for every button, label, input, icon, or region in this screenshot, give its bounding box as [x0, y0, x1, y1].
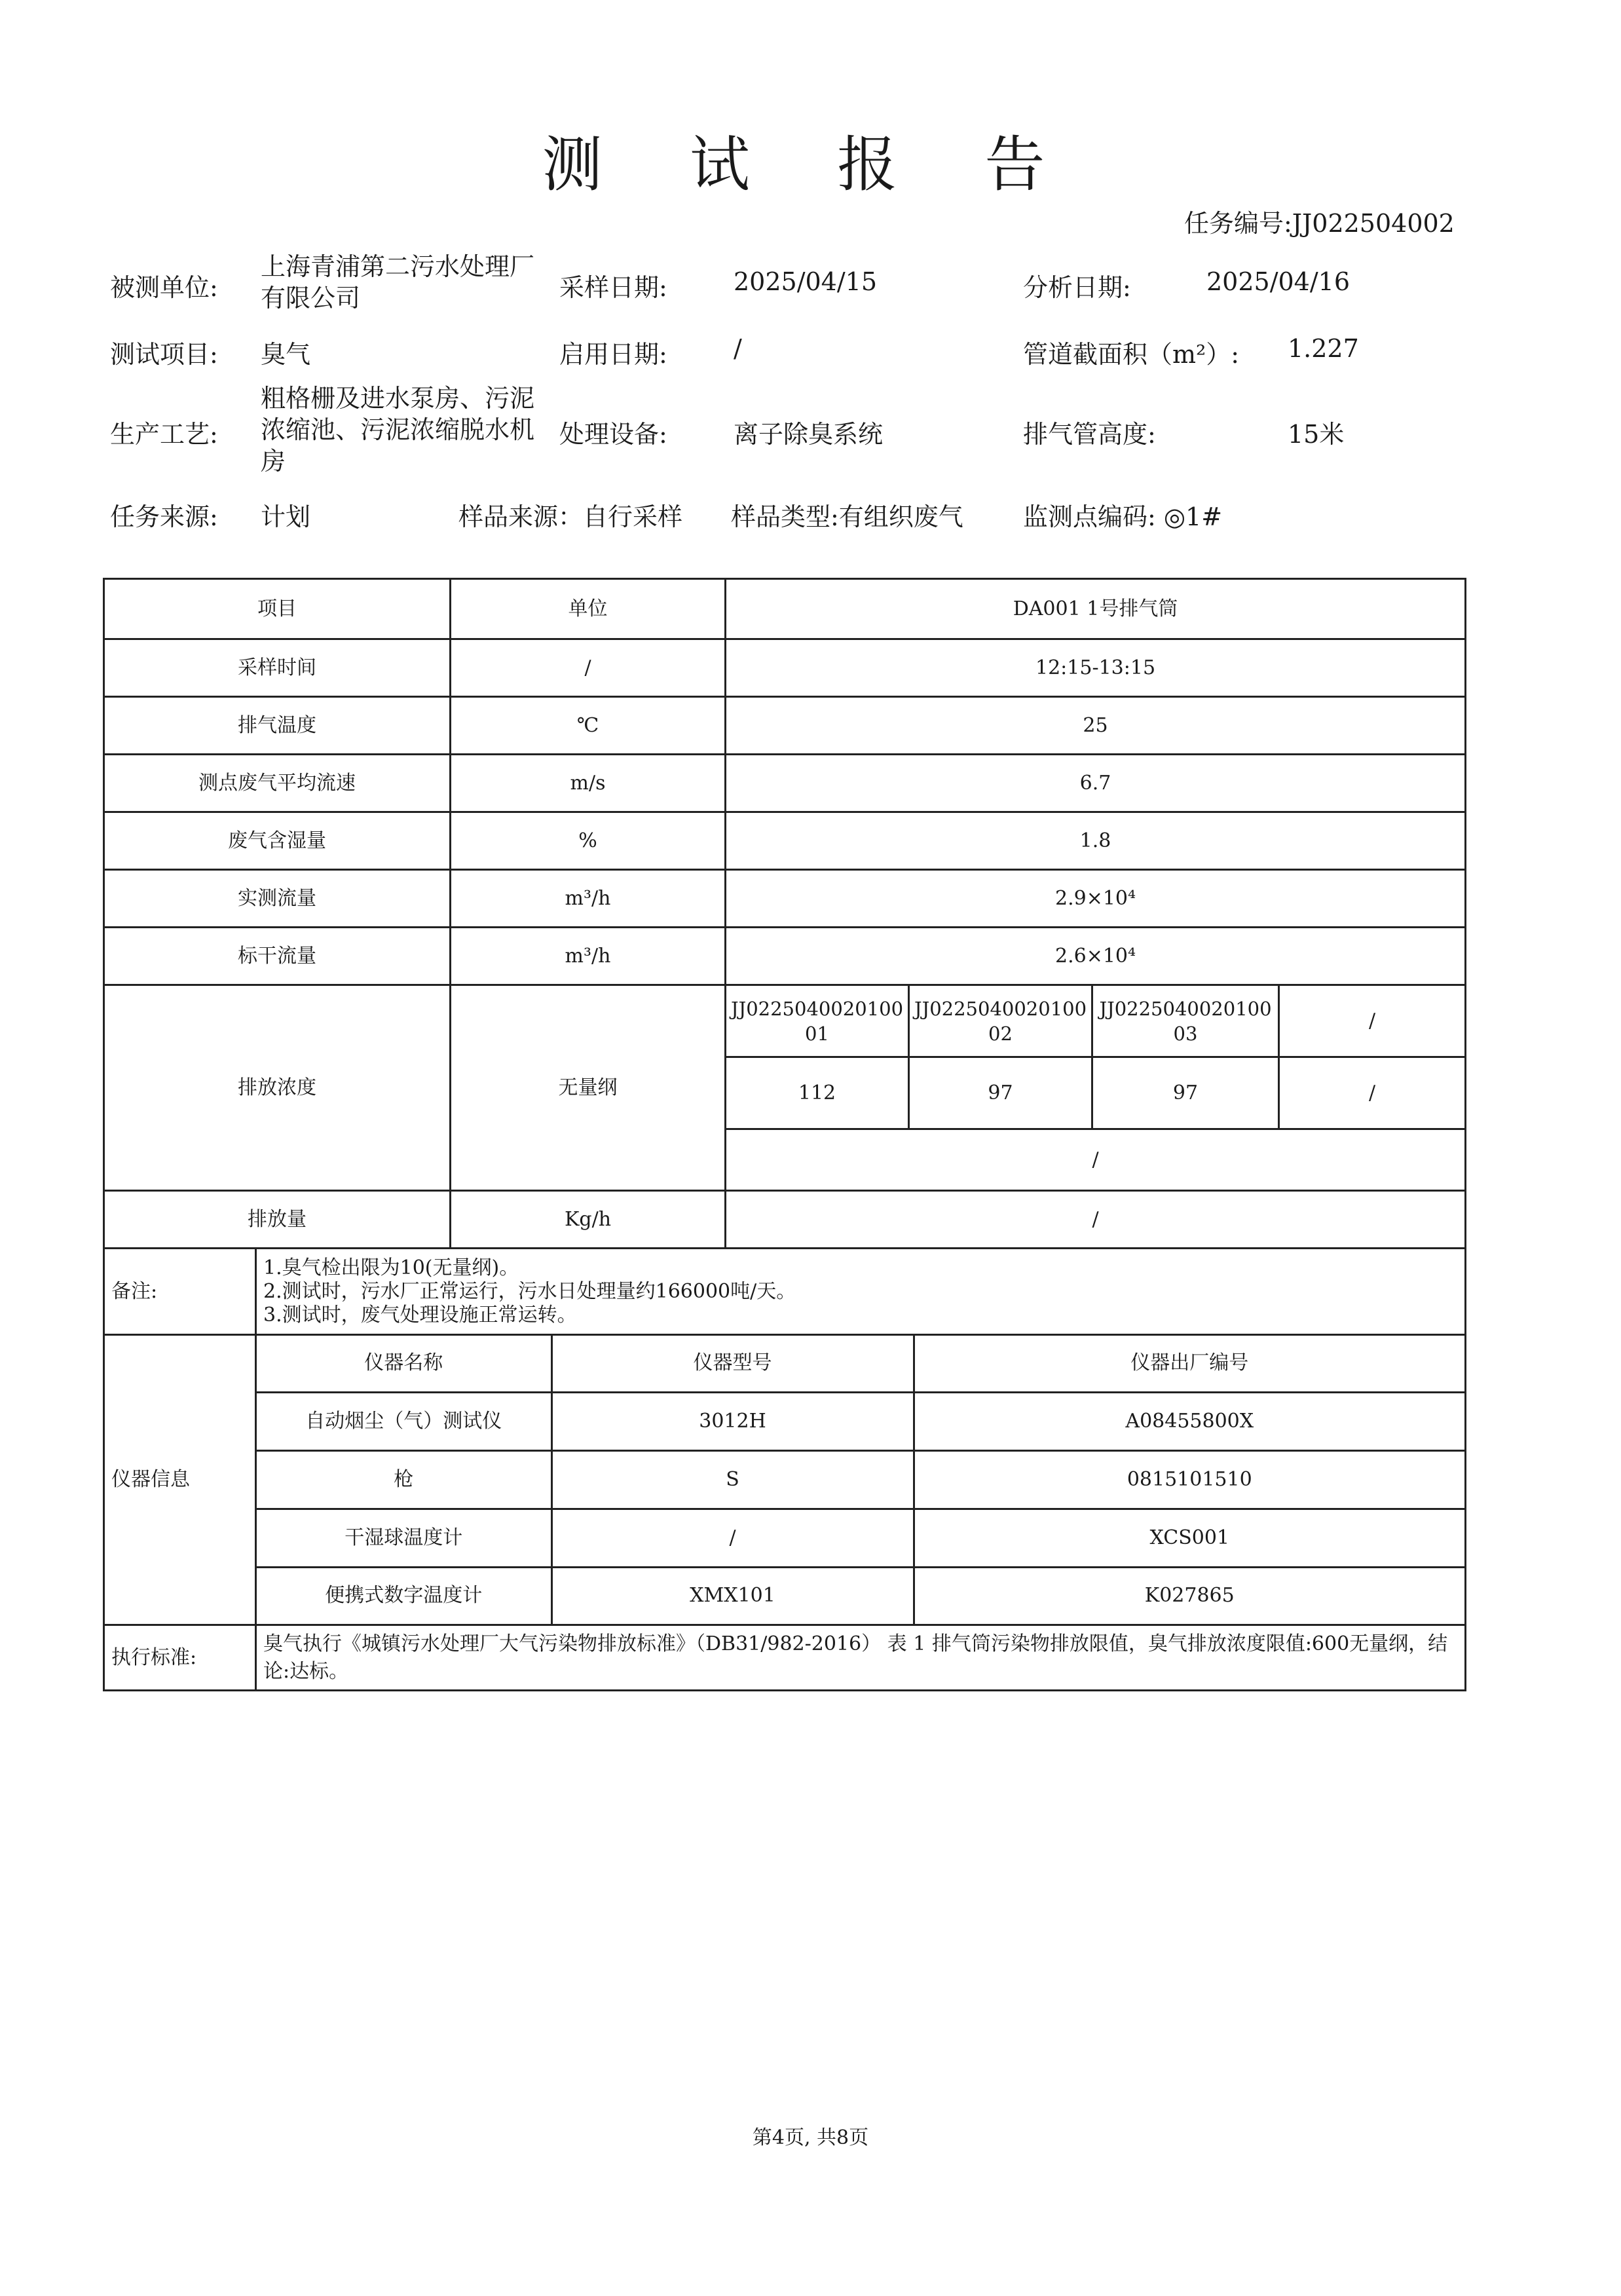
- row-unit: m³/h: [451, 870, 726, 928]
- table-row: [104, 697, 1466, 755]
- instr-model: S: [551, 1450, 914, 1509]
- remark-line: 3.测试时，废气处理设施正常运转。: [263, 1303, 577, 1327]
- instr-name: 便携式数字温度计: [257, 1567, 551, 1624]
- item-label: 测试项目:: [110, 340, 218, 369]
- row-value: 12:15-13:15: [726, 639, 1466, 697]
- task-number: 任务编号:JJ022504002: [1184, 209, 1455, 238]
- stack-height-value: 15米: [1288, 420, 1345, 449]
- instrument-row: [257, 1567, 1464, 1624]
- instruments-cell: [256, 1335, 1466, 1625]
- row-unit: ℃: [451, 697, 726, 755]
- emission-item: 排放量: [104, 1191, 451, 1249]
- standard-text: 臭气执行《城镇污水处理厂大气污染物排放标准》（DB31/982-2016） 表 1 排气筒污染物排放限值，臭气排放浓度限值:600无量纲，结论:达标。: [256, 1625, 1466, 1691]
- instruments-header-row: [257, 1336, 1464, 1392]
- row-item: 实测流量: [104, 870, 451, 928]
- sample-date-label: 采样日期:: [559, 273, 667, 302]
- emission-row: [104, 1191, 1466, 1249]
- instr-model: /: [551, 1509, 914, 1567]
- equipment-label: 处理设备:: [559, 420, 667, 449]
- area-value: 1.227: [1288, 334, 1359, 363]
- row-item: 采样时间: [104, 639, 451, 697]
- emission-value: /: [726, 1191, 1466, 1249]
- page-footer: 第4页, 共8页: [752, 2126, 869, 2149]
- concentration-row: [104, 985, 1466, 1057]
- table-header-row: [104, 579, 1466, 639]
- instr-serial: XCS001: [914, 1509, 1464, 1567]
- instr-header-serial: 仪器出厂编号: [914, 1336, 1464, 1392]
- start-date-label: 启用日期:: [559, 340, 667, 369]
- sample-date-value: 2025/04/15: [734, 267, 878, 296]
- instr-serial: A08455800X: [914, 1392, 1464, 1450]
- header-point: DA001 1号排气筒: [726, 579, 1466, 639]
- sample-id: /: [1279, 985, 1466, 1057]
- unit-label: 被测单位:: [110, 273, 218, 302]
- header-unit: 单位: [451, 579, 726, 639]
- concentration-value: /: [1279, 1057, 1466, 1129]
- table-row: [104, 870, 1466, 928]
- instrument-row: [257, 1450, 1464, 1509]
- instruments-row: [104, 1335, 1466, 1625]
- concentration-value: 97: [1092, 1057, 1279, 1129]
- sample-id: JJ022504002010001: [726, 985, 909, 1057]
- row-value: 6.7: [726, 755, 1466, 812]
- report-title: 测 试 报 告: [542, 130, 1079, 200]
- instruments-label: 仪器信息: [104, 1335, 256, 1625]
- start-date-value: /: [734, 334, 742, 363]
- instr-header-name: 仪器名称: [257, 1336, 551, 1392]
- row-item: 测点废气平均流速: [104, 755, 451, 812]
- instr-name: 干湿球温度计: [257, 1509, 551, 1567]
- instr-model: 3012H: [551, 1392, 914, 1450]
- row-item: 排气温度: [104, 697, 451, 755]
- row-value: 2.6×10⁴: [726, 928, 1466, 985]
- concentration-value: 112: [726, 1057, 909, 1129]
- concentration-summary: /: [726, 1129, 1466, 1191]
- sample-id: JJ022504002010003: [1092, 985, 1279, 1057]
- analysis-date-value: 2025/04/16: [1206, 267, 1351, 296]
- instrument-row: [257, 1392, 1464, 1450]
- header-item: 项目: [104, 579, 451, 639]
- instruments-table: [257, 1336, 1464, 1624]
- instr-serial: 0815101510: [914, 1450, 1464, 1509]
- table-row: [104, 639, 1466, 697]
- remarks-content: [256, 1249, 1466, 1335]
- equipment-value: 离子除臭系统: [734, 420, 884, 449]
- table-row: [104, 812, 1466, 870]
- sample-source: 样品来源：自行采样: [458, 502, 683, 531]
- row-unit: /: [451, 639, 726, 697]
- instr-model: XMX101: [551, 1567, 914, 1624]
- stack-height-label: 排气管高度:: [1023, 420, 1156, 449]
- source-value: 计划: [261, 502, 311, 531]
- results-table: [103, 578, 1466, 1691]
- remarks-row: [104, 1249, 1466, 1335]
- instr-name: 枪: [257, 1450, 551, 1509]
- row-value: 25: [726, 697, 1466, 755]
- row-item: 标干流量: [104, 928, 451, 985]
- row-value: 2.9×10⁴: [726, 870, 1466, 928]
- concentration-unit: 无量纲: [451, 985, 726, 1191]
- remark-line: 1.臭气检出限为10(无量纲)。: [263, 1256, 519, 1279]
- instr-serial: K027865: [914, 1567, 1464, 1624]
- row-item: 废气含湿量: [104, 812, 451, 870]
- unit-value: 上海青浦第二污水处理厂有限公司: [261, 252, 535, 312]
- sample-type: 样品类型:有组织废气: [731, 502, 963, 531]
- emission-unit: Kg/h: [451, 1191, 726, 1249]
- instr-header-model: 仪器型号: [551, 1336, 914, 1392]
- row-value: 1.8: [726, 812, 1466, 870]
- row-unit: %: [451, 812, 726, 870]
- concentration-item: 排放浓度: [104, 985, 451, 1191]
- concentration-value: 97: [909, 1057, 1092, 1129]
- item-value: 臭气: [261, 340, 311, 369]
- instrument-row: [257, 1509, 1464, 1567]
- instr-name: 自动烟尘（气）测试仪: [257, 1392, 551, 1450]
- area-label: 管道截面积（m²）:: [1023, 340, 1240, 369]
- source-label: 任务来源:: [110, 502, 218, 531]
- remarks-label: 备注:: [104, 1249, 256, 1335]
- remark-line: 2.测试时，污水厂正常运行，污水日处理量约166000吨/天。: [263, 1279, 796, 1303]
- point-code: 监测点编码: ◎1#: [1023, 502, 1223, 531]
- table-row: [104, 755, 1466, 812]
- row-unit: m/s: [451, 755, 726, 812]
- table-row: [104, 928, 1466, 985]
- standard-label: 执行标准:: [104, 1625, 256, 1691]
- analysis-date-label: 分析日期:: [1023, 273, 1131, 302]
- sample-id: JJ022504002010002: [909, 985, 1092, 1057]
- process-value: 粗格栅及进水泵房、污泥浓缩池、污泥浓缩脱水机房: [261, 384, 535, 476]
- row-unit: m³/h: [451, 928, 726, 985]
- process-label: 生产工艺:: [110, 420, 218, 449]
- standard-row: [104, 1625, 1466, 1691]
